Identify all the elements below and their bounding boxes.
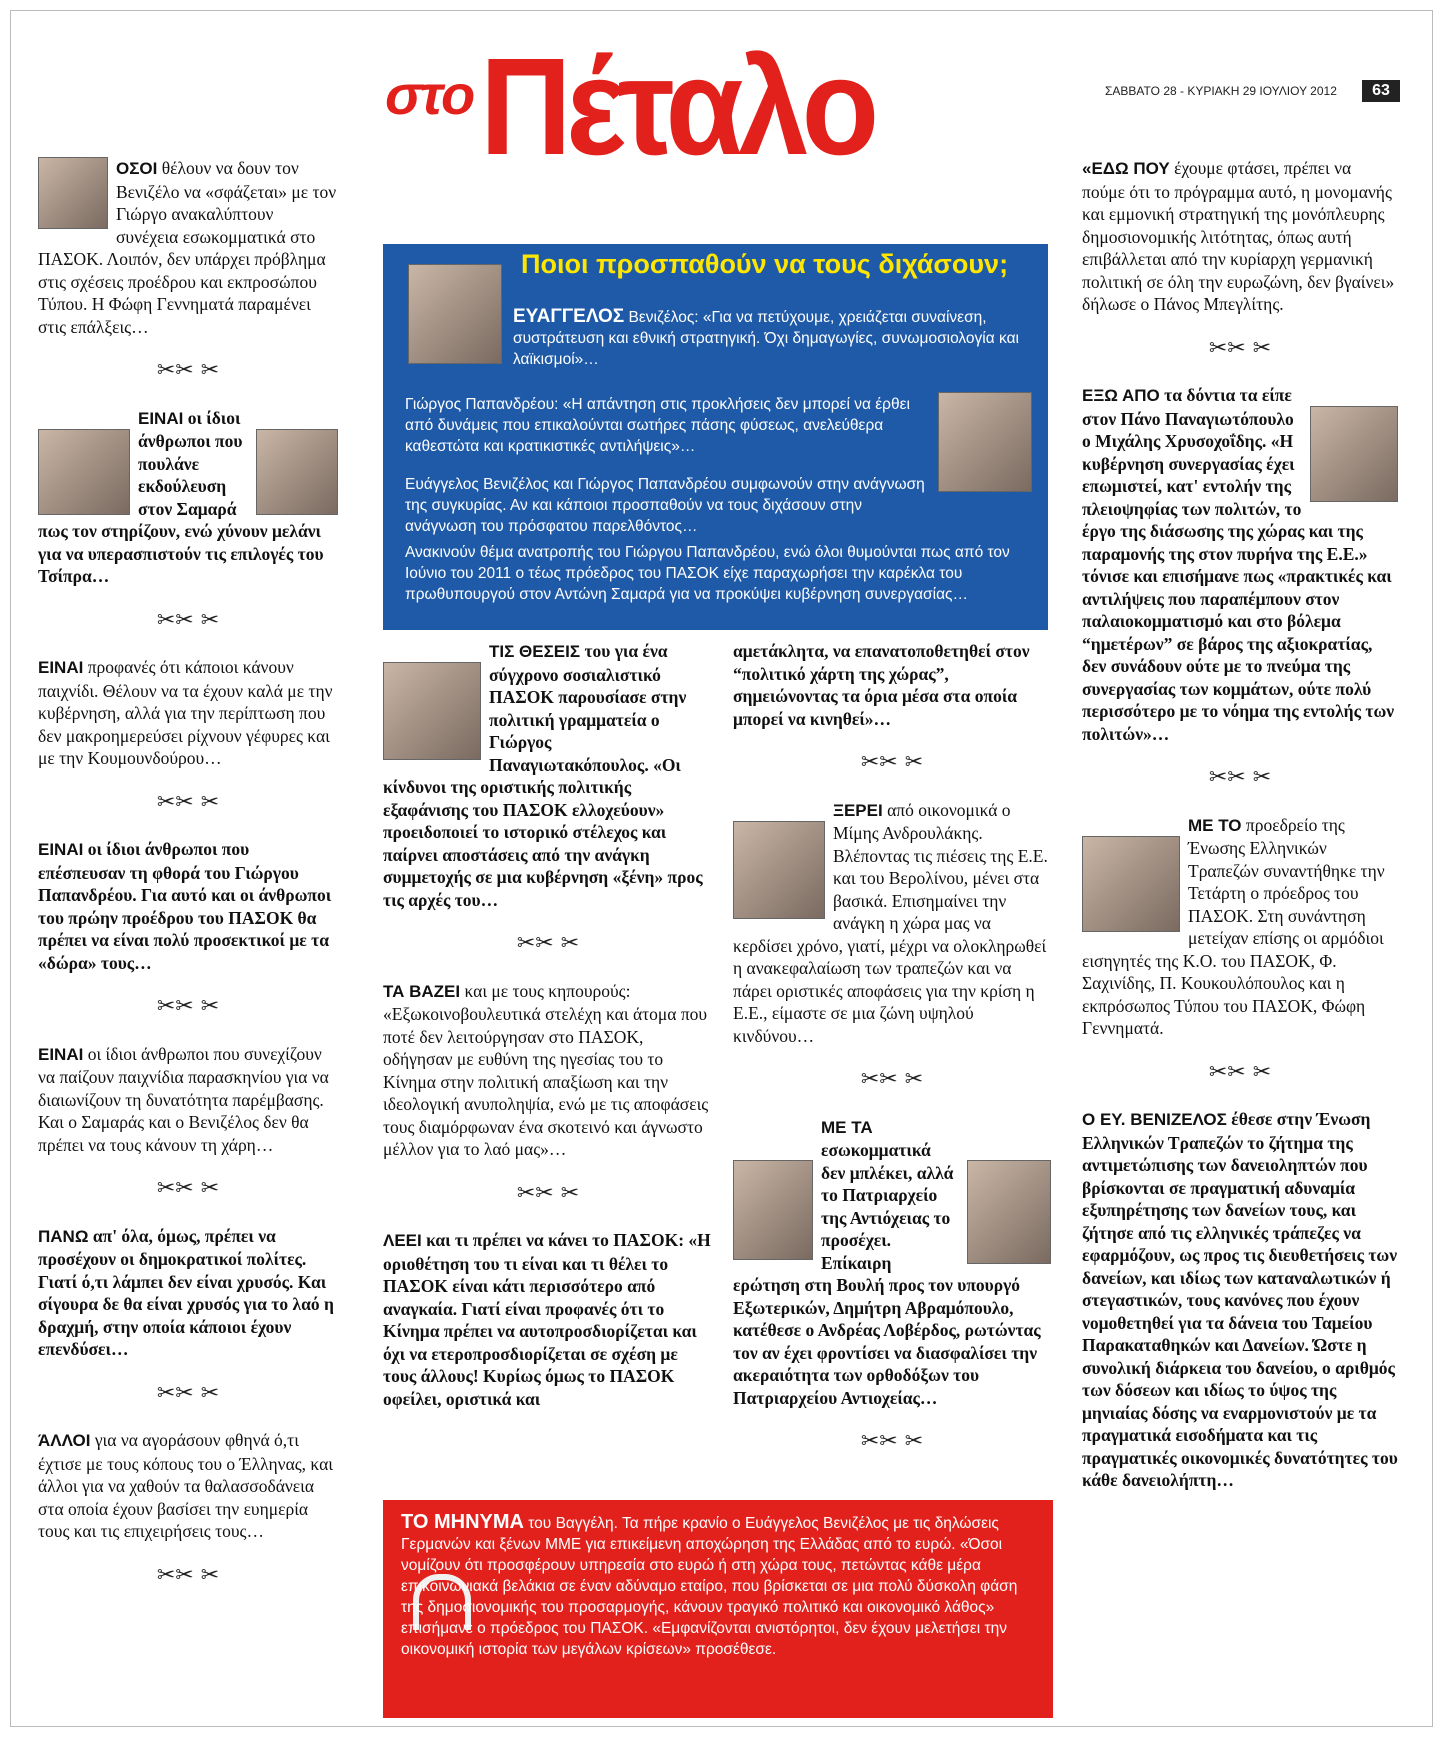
logo-small-text: στο [385, 63, 474, 126]
item-alloi: ΆΛΛΟΙ για να αγοράσουν φθηνά ό,τι έχτισε με τους κόπους του ο Έλληνας, και άλλοι για να χαθούν τα θαλασσοδάνεια στα οποία έχουν βασίσει την ευημερία τους και τις επιχειρήσεις τους… [38, 1430, 333, 1541]
bluebox-title: Ποιοι προσπαθούν να τους διχάσουν; [521, 249, 1009, 279]
scissors-separator-icon: ✂✂ ✂ [156, 789, 220, 815]
photo-papandreou [938, 392, 1032, 492]
scissors-separator-icon: ✂✂ ✂ [1208, 335, 1272, 361]
item-leei: ΛΕΕΙ και τι πρέπει να κάνει το ΠΑΣΟΚ: «Η οριοθέτηση του τι είναι και τι θέλει το ΠΑΣΟΚ είναι κάτι περισσότερο από αναγκαία. Γιατί είναι προφανές ότι το Κίνημα πρέπει να αυτοπροσδιορίζεται και όχι να ετεροπροσδιορίζεται σε σχέση με τους άλλους! Κυρίως όμως το ΠΑΣΟΚ οφείλει, οριστικά και [383, 1230, 711, 1409]
photo-sachinidis [1082, 836, 1180, 932]
photo-venizelos [408, 264, 502, 364]
bluebox-p1: ΕΥΑΓΓΕΛΟΣ Βενιζέλος: «Για να πετύχουμε, χρειάζεται συναίνεση, συστράτευση και εθνική στρατηγική. Όχι δημαγωγίες, συνωμοσιολογία και λαϊκισμοί»… [513, 306, 1019, 368]
blue-feature-box [383, 244, 1048, 630]
column-3 [733, 640, 1051, 1478]
item-xerei: ΞΕΡΕΙ από οικονομικά ο Μίμης Ανδρουλάκης. Βλέποντας τις πιέσεις της Ε.Ε. και του Βερολίνου, μένει στα βασικά. Επισημαίνει την ανάγκη η χώρα μας να κερδίσει χρόνο, γιατί, μέχρι να ολοκληρωθεί η ανακεφαλαίωση των τραπεζών και να πάρει οριστικές αποφάσεις για την κρίση η Ε.Ε., είμαστε σε μια ζώνη υψηλού κινδύνου… [733, 799, 1048, 1046]
item-einai-1: ΕΙΝΑΙ οι ίδιοι άνθρωποι που πουλάνε εκδούλευση στον Σαμαρά πως τον στηρίζουν, ενώ χύνουν μελάνι για να υπερασπιστούν τις επιλογές του Τσίπρα… [38, 407, 338, 588]
scissors-separator-icon: ✂✂ ✂ [156, 1176, 220, 1201]
scissors-separator-icon: ✂✂ ✂ [1208, 1059, 1272, 1085]
photo-gennimata [38, 157, 108, 229]
redbox-text: ΤΟ ΜΗΝΥΜΑ του Βαγγέλη. Τα πήρε κρανίο ο Ευάγγελος Βενιζέλος με τις δηλώσεις Γερμανών και ξένων ΜΜΕ για επικείμενη αποχώρηση της Ελλάδας από το ευρώ. «Όσοι νομίζουν ότι προσφέρουν υπηρεσία στο ευρώ ή στη χώρα τους, πετώντας κάθε μέρα επικοινωνιακά βελάκια σε έναν αδύναμο εταίρο, που βρίσκεται σε μια πολύ δύσκολη φάση της δημοσιονομικής του προσαρμογής, κάνουν τραγικό πολιτικό και οικονομικό λάθος» επισήμανε ο πρόεδρος του ΠΑΣΟΚ. «Εμφανίζονται ανιστόρητοι, δεν έχουν μελετήσει την οικονομική ιστορία των μεγάλων κρίσεων» προσέθεσε. [401, 1511, 1018, 1658]
scissors-separator-icon: ✂✂ ✂ [156, 994, 220, 1019]
item-osoi: ΟΣΟΙ θέλουν να δουν τον Βενιζέλο να «σφάζεται» με τον Γιώργο ανακαλύπτουν συνέχεια εσωκομματικά στο ΠΑΣΟΚ. Λοιπόν, δεν υπάρχει πρόβλημα στις σχέσεις προέδρου και εκπροσώπου Τύπου. Η Φώφη Γεννηματά παραμένει στις επάλξεις… [38, 158, 337, 337]
column-4 [1082, 157, 1398, 1492]
page-number: 63 [1362, 80, 1400, 102]
item-einai-2: ΕΙΝΑΙ προφανές ότι κάποιοι κάνουν παιχνίδι. Θέλουν να τα έχουν καλά με την κυβέρνηση, αλλά για την περίπτωση που δεν μακροημερεύσει ρίχνουν γέφυρες και με την Κουμουνδούρου… [38, 657, 333, 768]
scissors-separator-icon: ✂✂ ✂ [516, 931, 580, 956]
photo-tsipras [256, 429, 338, 515]
item-ametaklita: αμετάκλητα, να επανατοποθετηθεί στον “πολιτικό χάρτη της χώρας”, σημειώνοντας τα όρια μέσα στα οποία μπορεί να κινηθεί»… [733, 641, 1030, 729]
bluebox-p3: Ευάγγελος Βενιζέλος και Γιώργος Παπανδρέου συμφωνούν στην ανάγνωση της συγκυρίας. Αν και κάποιοι προσπαθούν να τους διχάσουν στην ανάγνωση του πρόσφατου παρελθόντος… [405, 476, 925, 535]
scissors-separator-icon: ✂✂ ✂ [860, 750, 924, 775]
dateline: ΣΑΒΒΑΤΟ 28 - ΚΥΡΙΑΚΗ 29 ΙΟΥΛΙΟΥ 2012 [1105, 84, 1337, 98]
scissors-separator-icon: ✂✂ ✂ [156, 607, 220, 633]
photo-panagiotakopoulos [383, 662, 481, 760]
scissors-separator-icon: ✂✂ ✂ [156, 1562, 220, 1588]
item-exo-apo: ΕΞΩ ΑΠΟ τα δόντια τα είπε στον Πάνο Παναγιωτόπουλο ο Μιχάλης Χρυσοχοΐδης. «Η κυβέρνηση συνεργασίας έχει επωμιστεί, κατ' εντολήν της πλειοψηφίας των πολιτών, το έργο της διάσωσης της χώρας και της παραμονής της στον πυρήνα της Ε.Ε.» τόνισε και επισήμανε πως «πρακτικές και αντιλήψεις που παραπέμπουν στον παλαιοκομματισμό και στο βόλεμα “ημετέρων” σε βάρος της αξιοκρατίας, δεν συνάδουν ούτε με το πνεύμα της συνεργασίας των κομμάτων, ούτε πολύ περισσότερο με το νόημα της εντολής των πολιτών»… [1082, 384, 1398, 745]
logo-main-text: Πέταλο [480, 30, 874, 184]
item-me-ta: ΜΕ ΤΑ εσωκομματικά δεν μπλέκει, αλλά το Πατριαρχείο της Αντιόχειας το προσέχει. Επίκαιρη ερώτηση στη Βουλή προς τον υπουργό Εξωτερικών, Δημήτρη Αβραμόπουλο, κατέθεσε ο Ανδρέας Λοβέρδος, ρωτώντας τον αν έχει φροντίσει να διασφαλίσει την ακεραιότητα των ορθοδόξων του Πατριαρχείου Αντιοχείας… [733, 1116, 1051, 1410]
item-me-to: ΜΕ ΤΟ προεδρείο της Ένωσης Ελληνικών Τραπεζών συναντήθηκε την Τετάρτη ο πρόεδρος του ΠΑΣΟΚ. Στη συνάντηση μετείχαν επίσης οι αρμόδιοι εισηγητές της Κ.Ο. του ΠΑΣΟΚ, Φ. Σαχινίδης, Π. Κουκουλόπουλος και η εκπρόσωπος Τύπου του ΠΑΣΟΚ, Φώφη Γεννηματά. [1082, 814, 1385, 1038]
photo-loverdos [967, 1160, 1051, 1264]
photo-avramopoulos [733, 1160, 813, 1260]
scissors-separator-icon: ✂✂ ✂ [860, 1067, 924, 1092]
scissors-separator-icon: ✂✂ ✂ [156, 358, 220, 383]
photo-androulakis [733, 821, 825, 919]
red-message-box [383, 1500, 1053, 1718]
scissors-separator-icon: ✂✂ ✂ [516, 1180, 580, 1206]
photo-samaras [38, 429, 130, 515]
photo-panagiotopoulos [1310, 406, 1398, 502]
item-pano: ΠΑΝΩ απ' όλα, όμως, πρέπει να προσέχουν οι δημοκρατικοί πολίτες. Γιατί ό,τι λάμπει δεν είναι χρυσός. Και σίγουρα δε θα είναι χρυσός για το λαό η δραχμή, στην οποία κάποιοι έχουν επενδύσει… [38, 1225, 334, 1359]
scissors-separator-icon: ✂✂ ✂ [156, 1380, 220, 1406]
item-einai-4: ΕΙΝΑΙ οι ίδιοι άνθρωποι που συνεχίζουν να παίζουν παιχνίδια παρασκηνίου για να διαιωνίζουν τη δυνατότητα παρέμβασης. Και ο Σαμαράς και ο Βενιζέλος δεν θα πρέπει να τους κάνουν τη χάρη… [38, 1043, 329, 1155]
bluebox-p2: Γιώργος Παπανδρέου: «Η απάντηση στις προκλήσεις δεν μπορεί να έρθει από δυνάμεις που επικαλούνται σωτήρες πάσης φύσεως, ανελεύθερα καθεστώτα και κρατικιστικές αντιλήψεις»… [405, 396, 910, 455]
bluebox-p4: Ανακινούν θέμα ανατροπής του Γιώργου Παπανδρέου, ενώ όλοι θυμούνται πως από τον Ιούνιο του 2011 ο τέως πρόεδρος του ΠΑΣΟΚ είχε παραχωρήσει την καρέκλα του πρωθυπουργού στον Αντώνη Σαμαρά για να προκύψει κυβέρνηση συνεργασίας… [405, 544, 1010, 603]
scissors-separator-icon: ✂✂ ✂ [1208, 765, 1272, 790]
column-2 [383, 640, 713, 1410]
scissors-separator-icon: ✂✂ ✂ [860, 1429, 924, 1454]
column-1 [38, 157, 338, 1611]
item-einai-3: ΕΙΝΑΙ οι ίδιοι άνθρωποι που επέσπευσαν τη φθορά του Γιώργου Παπανδρέου. Για αυτό και οι άνθρωποι του πρώην προέδρου του ΠΑΣΟΚ θα πρέπει να είναι πολύ προσεκτικοί με τα «δώρα» τους… [38, 839, 332, 973]
item-ta-vazei: ΤΑ ΒΑΖΕΙ και με τους κηπουρούς: «Εξωκοινοβουλευτικά στελέχη και άτομα που ποτέ δεν λειτούργησαν στο ΠΑΣΟΚ, οδήγησαν με ευθύνη της ηγεσίας του το Κίνημα στην πολιτική απαξίωση και την ιδεολογική ανυποληψία, ενώ με τις αποφάσεις τους διαμόρφωναν ένα σκοτεινό και άγνωστο μέλλον για το λαό μας»… [383, 980, 709, 1159]
item-edo-pou: «ΕΔΩ ΠΟΥ έχουμε φτάσει, πρέπει να πούμε ότι το πρόγραμμα αυτό, η μονομανής και εμμονική στρατηγική της μονόπλευρης δημοσιονομικής λιτότητας, όπως αυτή επιβάλλεται από την κυρίαρχη γερμανική πολιτική σε όλη την ευρωζώνη, δεν βγαίνει» δήλωσε ο Πάνος Μπεγλίτης. [1082, 158, 1395, 314]
item-tis-theseis: ΤΙΣ ΘΕΣΕΙΣ του για ένα σύγχρονο σοσιαλιστικό ΠΑΣΟΚ παρουσίασε στην πολιτική γραμματεία ο Γιώργος Παναγιωτακόπουλος. «Οι κίνδυνοι της οριστικής πολιτικής εξαφάνισης του ΠΑΣΟΚ ελλοχεύουν» προειδοποιεί το ιστορικό στέλεχος και παίρνει αποστάσεις από την ανάγκη συμμετοχής σε μια κυβέρνηση «ξένη» προς τις αρχές του… [383, 641, 703, 910]
item-venizelos: Ο ΕΥ. ΒΕΝΙΖΕΛΟΣ έθεσε στην Ένωση Ελληνικών Τραπεζών το ζήτημα της αντιμετώπισης των δανειοληπτών που βρίσκονται σε πραγματική αδυναμία εξυπηρέτησης των δανείων τους, και ζήτησε από τις ελληνικές τράπεζες να εφαρμόζουν, ως προς τις διευθετήσεις των δανείων, και ιδίως των καταναλωτικών ή στεγαστικών, τους κανόνες που έχουν νομοθετηθεί για τα δάνεια του Ταμείου Παρακαταθηκών και Δανείων. Ώστε η συνολική διάρκεια του δανείου, ο αριθμός των δόσεων και ιδίως το ύψος της μηνιαίας δόσης να εναρμονιστούν με τα πραγματικά εισοδήματα και τις πραγματικές οικονομικές δυνατότητες του κάθε δανειολήπτη… [1082, 1109, 1398, 1490]
